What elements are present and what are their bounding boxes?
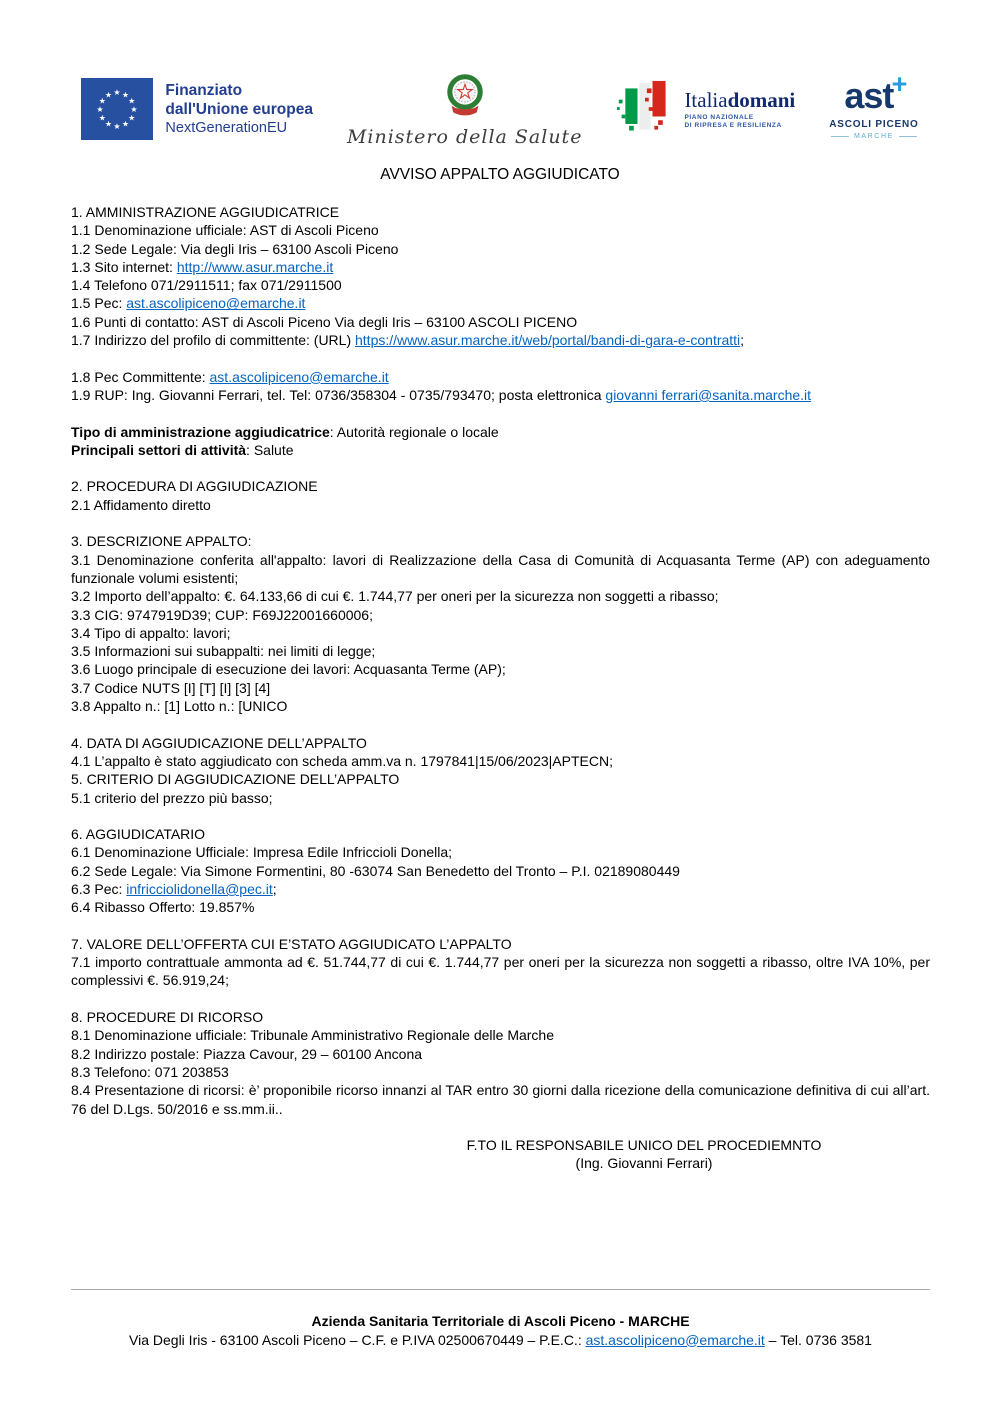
text-run: 8. PROCEDURE DI RICORSO [71, 1009, 264, 1026]
text-line-data-e-criterio-aggiudicazione [71, 789, 930, 807]
text-run: 5.1 criterio del prezzo più basso; [71, 789, 273, 806]
text-line-aggiudicatario [71, 825, 930, 843]
text-line-descrizione-appalto [71, 532, 930, 550]
text-run: 3.2 Importo dell’appalto: €. 64.133,66 di cui €. 1.744,77 per oneri per la sicurezza non soggetti a ribasso; [71, 588, 719, 605]
text-line-procedure-di-ricorso [71, 1026, 930, 1044]
text-run: 6.1 Denominazione Ufficiale: Impresa Edile Infriccioli Donella; [71, 844, 453, 861]
ast-region-label: MARCHE [853, 132, 894, 140]
text-line-amministrazione-aggiudicatrice [71, 368, 930, 386]
text-run: 2.1 Affidamento diretto [71, 496, 211, 513]
text-run: 7. VALORE DELL’OFFERTA CUI E’STATO AGGIUDICATO L’APPALTO [71, 935, 512, 952]
italia-domani-wordmark [684, 89, 795, 111]
svg-text:★: ★ [122, 90, 130, 100]
text-run: – Tel. 0736 3581 [764, 1331, 872, 1348]
footer-org-name: Azienda Sanitaria Territoriale di Ascoli Piceno - MARCHE [311, 1313, 690, 1329]
text-run: 7.1 importo contrattuale ammonta ad €. 51.744,77 di cui €. 1.744,77 per oneri per la sicurezza non soggetti a ribasso, oltre IVA 10%, per complessivi €. 56.919,24; [71, 954, 930, 989]
ministero-salute-logo [347, 70, 583, 148]
text-run: Via Degli Iris - 63100 Ascoli Piceno – C.F. e P.IVA 02500670449 – P.E.C.: [129, 1331, 586, 1348]
text-run: 8.3 Telefono: 071 203853 [71, 1063, 229, 1080]
text-run: 1.6 Punti di contatto: AST di Ascoli Piceno Via degli Iris – 63100 ASCOLI PICENO [71, 313, 578, 330]
signature-block [71, 1136, 930, 1173]
text-run: 1. AMMINISTRAZIONE AGGIUDICATRICE [71, 204, 340, 220]
text-line-descrizione-appalto [71, 679, 930, 697]
text-line-amministrazione-aggiudicatrice [71, 221, 930, 239]
text-run: 8.4 Presentazione di ricorsi: è’ proponibile ricorso innanzi al TAR entro 30 giorni dalla ricezione della comunicazione definitiva di cui all’art. 76 del D.Lgs. 50/2016 e ss.mm.ii.. [71, 1082, 930, 1117]
ast-city-label: ASCOLI PICENO [829, 118, 919, 130]
text-line-descrizione-appalto [71, 606, 930, 624]
text-line-aggiudicatario [71, 898, 930, 916]
hyperlink[interactable]: infricciolidonella@pec.it [126, 880, 273, 897]
signature-line1: F.TO IL RESPONSABILE UNICO DEL PROCEDIEMNTO [466, 1137, 822, 1154]
text-line-descrizione-appalto [71, 642, 930, 660]
text-run: 3.6 Luogo principale di esecuzione dei lavori: Acquasanta Terme (AP); [71, 661, 506, 678]
svg-text:★: ★ [113, 88, 122, 97]
text-run: 3.5 Informazioni sui subappalti: nei limiti di legge; [71, 643, 376, 660]
ast-letters: ast [844, 74, 894, 116]
text-line-amministrazione-aggiudicatrice [71, 386, 930, 404]
svg-text:★: ★ [122, 119, 130, 129]
text-run: : Salute [246, 441, 294, 458]
blank-line [71, 404, 930, 422]
pnrr-subtitle-line2: DI RIPRESA E RESILIENZA [684, 121, 782, 129]
text-run: 6.2 Sede Legale: Via Simone Formentini, 80 -63074 San Benedetto del Tronto – P.I. 02189080449 [71, 862, 680, 879]
text-line-amministrazione-aggiudicatrice [71, 313, 930, 331]
text-line-descrizione-appalto [71, 587, 930, 605]
text-run: 1.9 RUP: Ing. Giovanni Ferrari, tel. Tel: 0736/358304 - 0735/793470; posta elettronica [71, 386, 606, 403]
text-line-procedure-di-ricorso [71, 1045, 930, 1063]
italia-word: Italia [684, 87, 728, 112]
text-line-amministrazione-aggiudicatrice [71, 203, 930, 221]
text-run: : Autorità regionale o locale [329, 423, 499, 440]
text-run: 1.7 Indirizzo del profilo di committente: (URL) [71, 332, 355, 349]
pnrr-subtitle-line1: PIANO NAZIONALE [684, 113, 754, 121]
svg-text:★: ★ [130, 105, 139, 114]
footer-contact-line [71, 1331, 930, 1350]
text-line-descrizione-appalto [71, 624, 930, 642]
text-line-aggiudicatario [71, 880, 930, 898]
ast-region-row [831, 133, 917, 140]
blank-line [71, 514, 930, 532]
text-line-data-e-criterio-aggiudicazione [71, 734, 930, 752]
text-run: 1.8 Pec Committente: [71, 368, 210, 385]
text-run: 1.3 Sito internet: [71, 258, 177, 275]
pixel-flag-icon [616, 79, 674, 139]
text-run: 3.7 Codice NUTS [I] [T] [I] [3] [4] [71, 679, 271, 696]
hyperlink[interactable]: ast.ascolipiceno@emarche.it [209, 368, 389, 385]
blank-line [71, 807, 930, 825]
svg-text:★: ★ [99, 96, 107, 106]
text-run: 1.5 Pec: [71, 295, 127, 312]
text-run: 6.4 Ribasso Offerto: 19.857% [71, 899, 255, 916]
svg-text:★: ★ [128, 96, 136, 106]
svg-text:★: ★ [105, 90, 113, 100]
text-run: 3.8 Appalto n.: [1] Lotto n.: [UNICO [71, 698, 288, 715]
text-run: 6. AGGIUDICATARIO [71, 826, 206, 843]
signature-line2: (Ing. Giovanni Ferrari) [575, 1155, 713, 1172]
text-line-valore-offerta [71, 953, 930, 990]
text-run: Tipo di amministrazione aggiudicatrice [71, 423, 330, 440]
text-line-aggiudicatario [71, 862, 930, 880]
italia-domani-logo [616, 79, 795, 139]
text-run: 3. DESCRIZIONE APPALTO: [71, 533, 252, 550]
text-line-procedure-di-ricorso [71, 1081, 930, 1118]
text-line-procedura-di-aggiudicazione [71, 496, 930, 514]
text-line-data-e-criterio-aggiudicazione [71, 770, 930, 788]
text-run: 8.1 Denominazione ufficiale: Tribunale Amministrativo Regionale delle Marche [71, 1027, 554, 1044]
text-line-valore-offerta [71, 935, 930, 953]
hyperlink[interactable]: https://www.asur.marche.it/web/portal/bandi-di-gara-e-contratti [355, 332, 741, 349]
text-run: 8.2 Indirizzo postale: Piazza Cavour, 29 – 60100 Ancona [71, 1045, 423, 1062]
text-run: 3.4 Tipo di appalto: lavori; [71, 624, 231, 641]
text-line-amministrazione-aggiudicatrice [71, 240, 930, 258]
left-rule [831, 136, 849, 137]
domani-word: domani [727, 87, 796, 112]
plus-icon: + [891, 68, 908, 99]
blank-line [71, 990, 930, 1008]
text-run: 5. CRITERIO DI AGGIUDICAZIONE DELL’APPALTO [71, 771, 400, 788]
text-run: 3.3 CIG: 9747919D39; CUP: F69J22001660006; [71, 606, 373, 623]
text-line-amministrazione-aggiudicatrice [71, 258, 930, 276]
text-run: ; [272, 880, 277, 897]
text-line-aggiudicatario [71, 843, 930, 861]
blank-line [71, 917, 930, 935]
document-body [71, 203, 930, 1173]
hyperlink[interactable]: ast.ascolipiceno@emarche.it [126, 295, 306, 312]
text-line-descrizione-appalto [71, 551, 930, 588]
text-line-descrizione-appalto [71, 660, 930, 678]
text-run: ; [740, 332, 745, 349]
svg-text:★: ★ [128, 113, 136, 123]
eu-logo-line3: NextGenerationEU [165, 119, 288, 136]
svg-text:★: ★ [105, 119, 113, 129]
ast-ascoli-piceno-logo [829, 68, 919, 140]
text-line-procedure-di-ricorso [71, 1063, 930, 1081]
eu-logo-text [165, 81, 313, 138]
text-run: 3.1 Denominazione conferita all'appalto: lavori di Realizzazione della Casa di Comunità di Acquasanta Terme (AP) con adeguamento funzionale volumi esistenti; [71, 551, 930, 586]
eu-nextgeneration-logo [81, 78, 313, 140]
italian-emblem-icon [438, 70, 492, 124]
text-line-amministrazione-aggiudicatrice [71, 441, 930, 459]
text-run: 1.1 Denominazione ufficiale: AST di Ascoli Piceno [71, 222, 379, 239]
text-run: 6.3 Pec: [71, 880, 127, 897]
hyperlink[interactable]: http://www.asur.marche.it [176, 258, 334, 275]
right-rule [899, 136, 917, 137]
text-line-amministrazione-aggiudicatrice [71, 276, 930, 294]
page-title: AVVISO APPALTO AGGIUDICATO [380, 166, 620, 183]
text-run: 1.4 Telefono 071/2911511; fax 071/2911500 [71, 277, 342, 294]
svg-text:★: ★ [113, 122, 122, 131]
eu-flag-icon [81, 78, 153, 140]
text-line-amministrazione-aggiudicatrice [71, 423, 930, 441]
text-line-procedure-di-ricorso [71, 1008, 930, 1026]
text-line-procedura-di-aggiudicazione [71, 477, 930, 495]
ministero-salute-label: Ministero della Salute [346, 126, 583, 148]
svg-text:★: ★ [99, 113, 107, 123]
text-run: 2. PROCEDURA DI AGGIUDICAZIONE [71, 478, 318, 495]
text-run: 4. DATA DI AGGIUDICAZIONE DELL’APPALTO [71, 734, 367, 751]
hyperlink[interactable]: giovanni ferrari@sanita.marche.it [605, 386, 812, 403]
text-line-amministrazione-aggiudicatrice [71, 294, 930, 312]
text-line-data-e-criterio-aggiudicazione [71, 752, 930, 770]
text-run: 1.2 Sede Legale: Via degli Iris – 63100 Ascoli Piceno [71, 240, 399, 257]
blank-line [71, 349, 930, 367]
eu-logo-line2: dall'Unione europea [165, 100, 313, 118]
eu-logo-line1: Finanziato [165, 81, 243, 99]
blank-line [71, 715, 930, 733]
header-logo-strip [0, 55, 1000, 163]
svg-text:★: ★ [96, 105, 105, 114]
italia-domani-text [684, 89, 795, 130]
ast-wordmark [844, 68, 908, 116]
text-run: 4.1 L’appalto è stato aggiudicato con scheda amm.va n. 1797841|15/06/2023|APTECN; [71, 752, 613, 769]
blank-line [71, 459, 930, 477]
blank-line [71, 1118, 930, 1136]
hyperlink[interactable]: ast.ascolipiceno@emarche.it [585, 1331, 765, 1348]
page-footer [71, 1289, 930, 1349]
text-run: Principali settori di attività [71, 441, 247, 458]
text-line-amministrazione-aggiudicatrice [71, 331, 930, 349]
text-line-descrizione-appalto [71, 697, 930, 715]
